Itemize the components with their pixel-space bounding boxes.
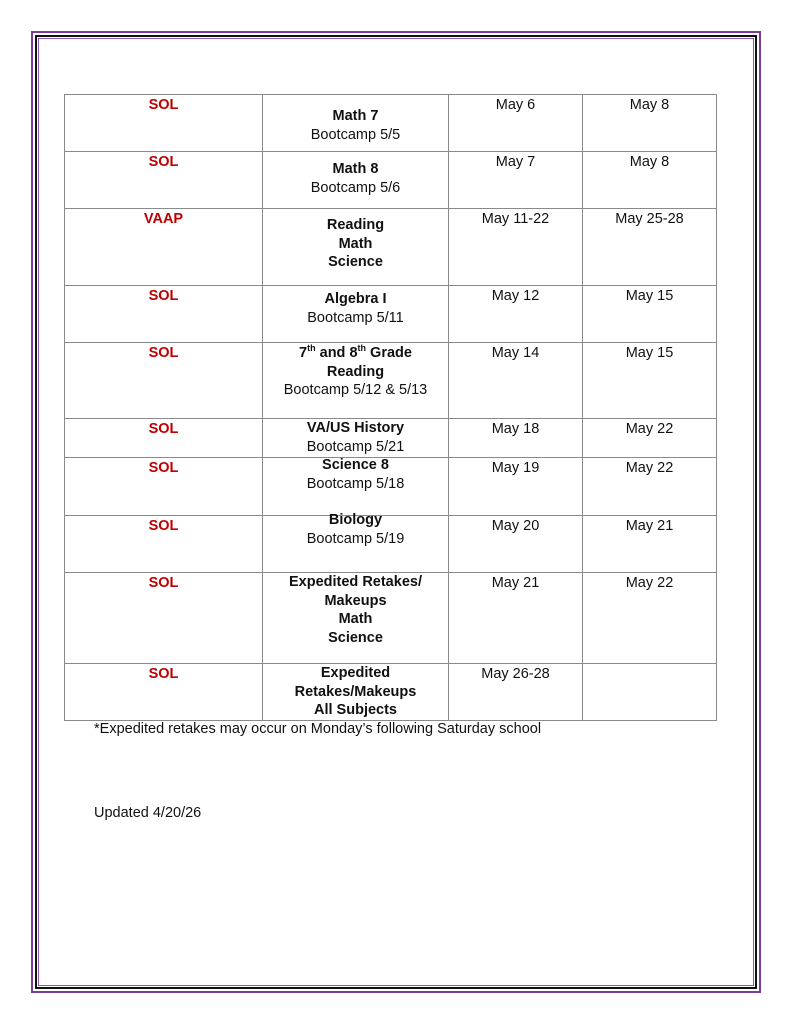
test-date: May 6 <box>449 95 583 152</box>
test-type: SOL <box>65 286 263 343</box>
subject-line: Retakes/Makeups <box>294 683 417 700</box>
subject-line: All Subjects <box>314 702 397 718</box>
subject-line: Science <box>328 629 383 646</box>
subject-line: Reading <box>326 363 385 380</box>
subject-line: Bootcamp 5/6 <box>310 179 401 196</box>
subject-line: Expedited Retakes/ <box>289 574 422 590</box>
updated-date: Updated 4/20/26 <box>94 805 202 821</box>
table-row <box>65 95 717 152</box>
test-date: May 11-22 <box>449 209 583 286</box>
table-row <box>65 664 717 721</box>
subject-line: Bootcamp 5/5 <box>310 126 401 143</box>
subject-line: Bootcamp 5/21 <box>306 438 405 455</box>
table-row <box>65 573 717 664</box>
retest-date: May 25-28 <box>583 209 717 286</box>
test-schedule-table <box>64 94 717 721</box>
test-type: SOL <box>65 516 263 573</box>
test-type: SOL <box>65 95 263 152</box>
subject-line: Math <box>338 611 373 627</box>
table-row <box>65 516 717 573</box>
retest-date: May 22 <box>583 419 717 458</box>
retest-date: May 15 <box>583 343 717 419</box>
test-type: SOL <box>65 152 263 209</box>
table-row <box>65 343 717 419</box>
retest-date: May 15 <box>583 286 717 343</box>
footnote: *Expedited retakes may occur on Monday’s following Saturday school <box>94 721 542 737</box>
test-date: May 7 <box>449 152 583 209</box>
subject-line: Biology <box>328 512 383 528</box>
subject-line: Science <box>328 254 383 270</box>
subject-cell <box>263 343 449 419</box>
retest-date: May 22 <box>583 458 717 516</box>
subject-line: VA/US History <box>306 420 405 436</box>
retest-date <box>583 664 717 721</box>
subject-cell <box>263 664 449 721</box>
table-row <box>65 286 717 343</box>
subject-line: Algebra I <box>324 291 387 307</box>
subject-cell <box>263 512 449 573</box>
subject-line: Expedited <box>320 665 391 681</box>
subject-line: Bootcamp 5/11 <box>307 309 404 326</box>
retest-date: May 21 <box>583 516 717 573</box>
table-row <box>65 419 717 458</box>
table-row <box>65 152 717 209</box>
subject-cell <box>263 152 449 209</box>
test-date: May 12 <box>449 286 583 343</box>
subject-cell <box>263 95 449 152</box>
subject-line: Bootcamp 5/19 <box>306 530 405 547</box>
subject-cell <box>263 573 449 664</box>
table-row <box>65 209 717 286</box>
subject-line: Science 8 <box>322 457 389 473</box>
test-date: May 14 <box>449 343 583 419</box>
subject-cell <box>263 286 449 343</box>
subject-line: Math <box>338 235 373 252</box>
retest-date: May 8 <box>583 152 717 209</box>
subject-line: 7th and 8th Grade <box>299 343 412 361</box>
retest-date: May 8 <box>583 95 717 152</box>
table-row <box>65 458 717 516</box>
test-type: SOL <box>65 419 263 458</box>
test-type: SOL <box>65 573 263 664</box>
test-type: SOL <box>65 664 263 721</box>
subject-line: Reading <box>326 217 385 233</box>
retest-date: May 22 <box>583 573 717 664</box>
subject-line: Bootcamp 5/18 <box>306 475 405 492</box>
test-type: VAAP <box>65 209 263 286</box>
subject-line: Math 8 <box>332 161 379 177</box>
subject-line: Makeups <box>324 592 387 609</box>
subject-cell <box>263 419 449 458</box>
subject-line: Bootcamp 5/12 & 5/13 <box>283 382 428 398</box>
test-date: May 19 <box>449 458 583 516</box>
subject-cell <box>263 209 449 286</box>
subject-line: Math 7 <box>332 108 379 124</box>
test-date: May 21 <box>449 573 583 664</box>
test-date: May 20 <box>449 516 583 573</box>
test-type: SOL <box>65 458 263 516</box>
test-date: May 18 <box>449 419 583 458</box>
test-date: May 26-28 <box>449 664 583 721</box>
test-type: SOL <box>65 343 263 419</box>
subject-cell <box>263 458 449 516</box>
